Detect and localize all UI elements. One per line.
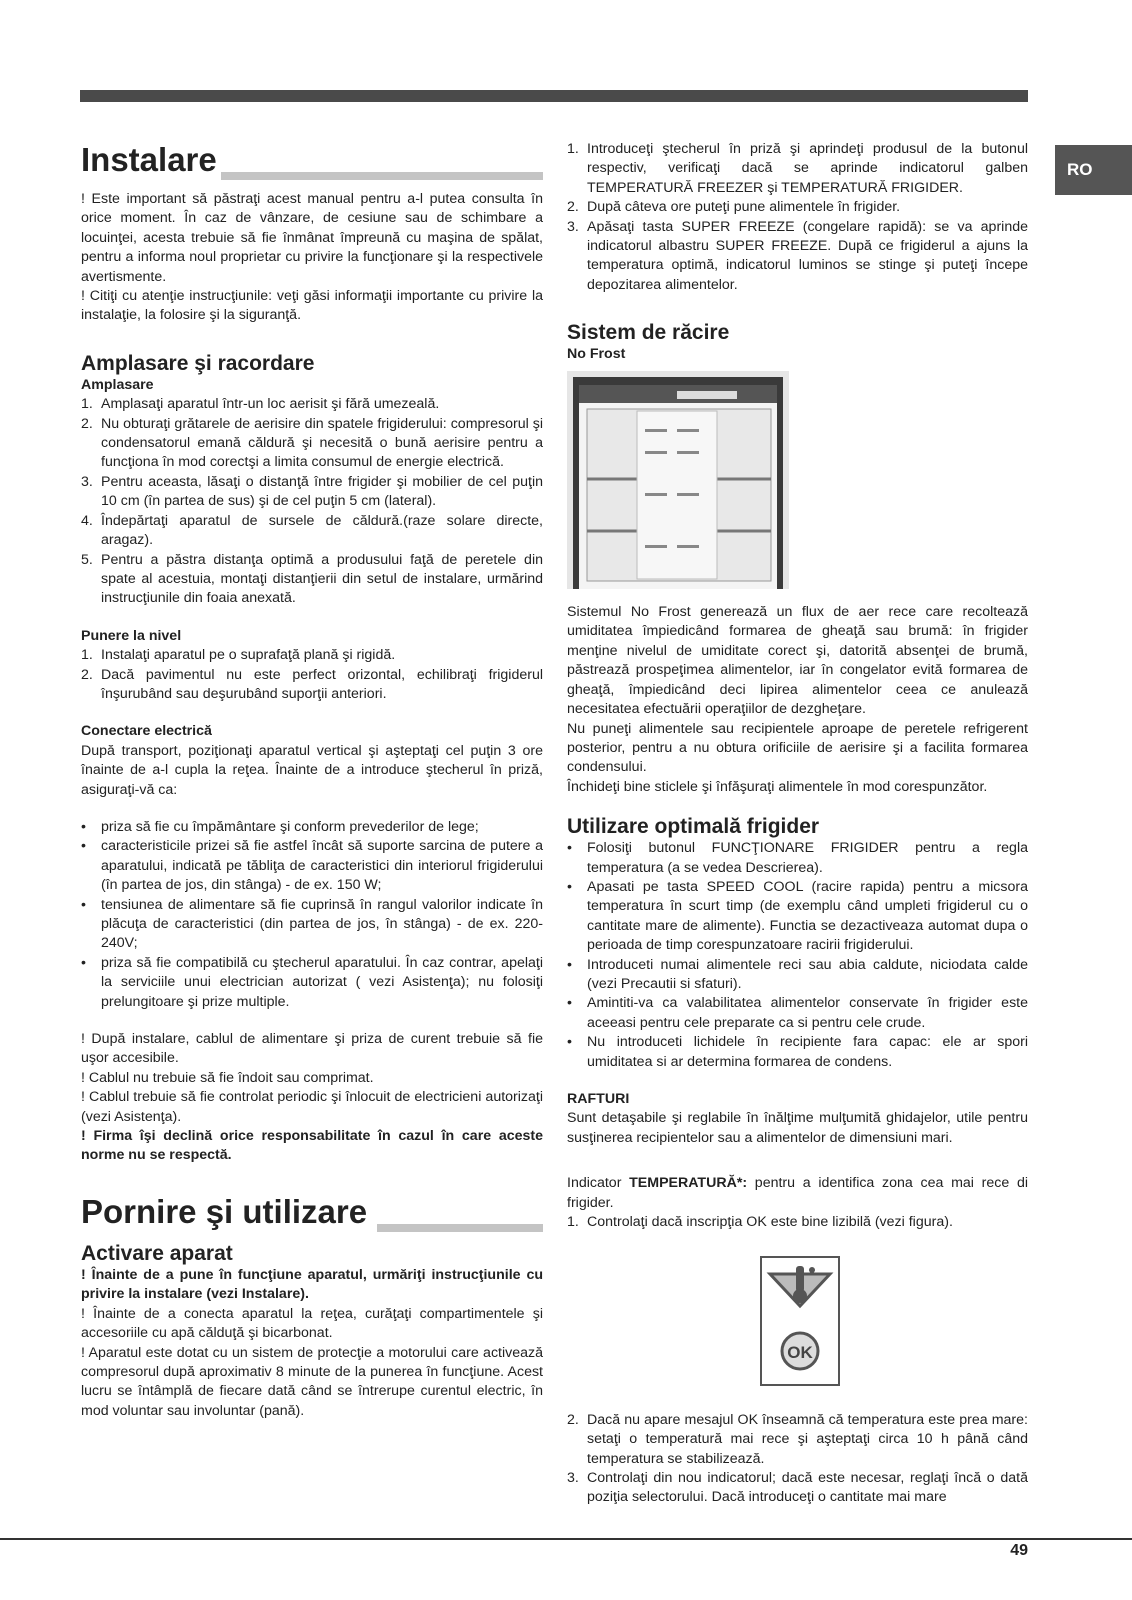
indicator-steps-list xyxy=(567,1411,1028,1508)
list-item: • Amintiti-va ca valabilitatea alimentelor conservate în frigider este aceeasi pentru cele preparate ca si pentru cele crude. xyxy=(567,995,1028,1031)
cooling-text: Nu puneţi alimentele sau recipientele aproape de peretele refrigerent posterior, pentru a nu obtura orificiile de aerisire şi a facilita formarea condensului. xyxy=(567,720,1028,776)
left-column xyxy=(81,140,543,1421)
leveling-list xyxy=(81,646,543,704)
list-item: • caracteristicile prizei să fie astfel încât să suporte sarcina de putere a aparatului, indicată pe tăbliţa de caracteristici din interiorul frigiderului (în partea de jos, din stânga) - de ex. 150 W; xyxy=(81,838,543,894)
intro-paragraph: ! Citiţi cu atenţie instrucţiunile: veţi găsi informaţii importante cu privire la instalaţie, la folosire şi la siguranţă. xyxy=(81,288,543,324)
optimal-use-list xyxy=(567,839,1028,1072)
list-item: 2. Dacă pavimentul nu este perfect orizontal, echilibraţi frigiderul înşurubând sau deşurubând suporţii anteriori. xyxy=(81,666,543,702)
shelves-heading: RAFTURI xyxy=(567,1091,630,1107)
warning-disclaimer: ! Firma îşi declină orice responsabilitate în cazul în care aceste norme nu se respectă. xyxy=(81,1128,543,1164)
section-title-installation: Instalare xyxy=(81,141,217,178)
electrical-paragraph: După transport, poziţionaţi aparatul vertical şi aşteptaţi cel puţin 3 ore înainte de a-l cupla la reţea. Înainte de a introduce ştecherul în priză, asiguraţi-vă ca: xyxy=(81,742,543,798)
leveling-heading: Punere la nivel xyxy=(81,627,182,644)
list-item: 1. Instalaţi aparatul pe o suprafaţă plană şi rigidă. xyxy=(81,647,396,664)
top-bar xyxy=(80,90,1028,102)
placement-list xyxy=(81,395,543,608)
optimal-use-heading: Utilizare optimală frigider xyxy=(567,815,820,839)
cooling-text: Sistemul No Frost generează un flux de aer rece care recoltează umiditatea împiedicând formarea de gheaţă sau brumă: în frigider menţine nivelul de umiditate corect şi, datorită absenţei de brumă, păstrează prospeţimea alimentelor, iar în congelator evită formarea de gheaţă, împiedicând deci lipirea alimentelor ceea ce anulează necesitatea efectuării operaţiilor de dezgheţare. xyxy=(567,604,1028,718)
list-item: • priza să fie cu împământare şi conform prevederilor de lege; xyxy=(81,818,479,835)
placement-subheading: Amplasare xyxy=(81,376,154,393)
list-item: • Folosiţi butonul FUNCŢIONARE FRIGIDER pentru a regla temperatura (a se vedea Descrierea). xyxy=(567,840,1028,876)
fridge-interior-illustration xyxy=(567,371,789,589)
warning-text: ! Cablul trebuie să fie controlat periodic şi înlocuit de electricieni autorizaţi (vezi Asistenţa). xyxy=(81,1089,543,1125)
cooling-subheading: No Frost xyxy=(567,346,626,363)
list-item: 4. Îndepărtaţi aparatul de sursele de căldură.(raze solare directe, aragaz). xyxy=(81,512,543,549)
electrical-heading: Conectare electrică xyxy=(81,723,212,740)
intro-paragraph: ! Este important să păstraţi acest manual pentru a-l putea consulta în orice moment. În caz de vânzare, de cesiune sau de schimbare a locuinţei, acesta trebuie să fie înmânat împreună cu maşina de spălat, pentru a informa noul proprietar cu privire la funcţionare şi la respectivele avertismente. xyxy=(81,191,543,285)
list-item: • tensiunea de alimentare să fie cuprinsă în rangul valorilor indicate în plăcuţa de caracteristici (din partea de jos, în stânga) - de ex. 220-240V; xyxy=(81,896,543,952)
list-item: 2. Nu obturaţi grătarele de aerisire din spatele frigiderului: compresorul şi condensatorul emană căldură şi necesită o bună aerisire pentru a funcţiona în mod corectşi a limita consumul de energie electrică. xyxy=(81,415,543,471)
section-title-startup: Pornire şi utilizare xyxy=(81,1192,368,1230)
list-item: 3. Apăsaţi tasta SUPER FREEZE (congelare rapidă): se va aprinde indicatorul albastru SUPER FREEZE. După ce frigiderul a ajuns la temperatura optimă, indicatorul luminos se stinge şi puteţi începe depozitarea alimentelor. xyxy=(567,218,1028,293)
indicator-text: Indicator TEMPERATURĂ*: pentru a identifica zona cea mai rece di frigider. xyxy=(567,1175,1028,1211)
footer-rule xyxy=(0,1538,1132,1540)
activation-heading: Activare aparat xyxy=(81,1241,233,1265)
startup-list xyxy=(567,140,1028,295)
warning-text: ! Cablul nu trebuie să fie îndoit sau comprimat. xyxy=(81,1069,374,1086)
ok-label: OK xyxy=(787,1343,813,1363)
right-column xyxy=(567,140,1028,1508)
electrical-list xyxy=(81,818,543,1012)
activation-text: ! Înainte de a conecta aparatul la reţea, curăţaţi compartimentele şi accesoriile cu apă călduţă şi bicarbonat. xyxy=(81,1305,543,1342)
ok-indicator-illustration xyxy=(760,1256,840,1386)
list-item: 3. Controlaţi din nou indicatorul; dacă este necesar, reglaţi încă o dată poziţia selectorului. Dacă introduceţi o cantitate mai mare xyxy=(567,1470,1028,1506)
list-item: 2. Dacă nu apare mesajul OK înseamnă că temperatura este prea mare: setaţi o temperatură mai rece şi aşteptaţi circa 10 h până când temperatura se stabilizează. xyxy=(567,1411,1028,1467)
cooling-text: Închideţi bine sticlele şi înfăşuraţi alimentele în mod corespunzător. xyxy=(567,778,988,795)
list-item: • Introduceti numai alimentele reci sau abia caldute, niciodata calde (vezi Precautii si sfaturi). xyxy=(567,956,1028,992)
activation-warning: ! Înainte de a pune în funcţiune aparatul, urmăriţi instrucţiunile cu privire la instalare (vezi Instalare). xyxy=(81,1266,543,1303)
list-item: • Apasati pe tasta SPEED COOL (racire rapida) pentru a micsora temperatura în scurt timp (de exemplu când umpleti frigiderul cu o cantitate mare de alimente). Functia se dezactiveaza automat dupa o perioada de timp corespunzatoare racirii frigiderului. xyxy=(567,878,1028,954)
list-item: • priza să fie compatibilă cu ştecherul aparatului. În caz contrar, apelaţi la serviciile unui electrician autorizat ( vezi Asistenţa); nu folosiţi prelungitoare şi prize multiple. xyxy=(81,954,543,1010)
language-tab: RO xyxy=(1055,145,1132,195)
cooling-heading: Sistem de răcire xyxy=(567,321,730,345)
activation-text: ! Aparatul este dotat cu un sistem de protecţie a motorului care activează compresorul după aproximativ 8 minute de la punerea în funcţiune. Acest lucru se întâmplă de fiecare dată când se întrerupe curentul electric, în mod voluntar sau involuntar (pană). xyxy=(81,1344,543,1419)
list-item: 5. Pentru a păstra distanţa optimă a produsului faţă de peretele din spate al acestuia, montaţi distanţierii din setul de instalare, urmărind instrucţiunile din foaia anexată. xyxy=(81,551,543,607)
list-item: 1. Controlaţi dacă inscripţia OK este bine lizibilă (vezi figura). xyxy=(567,1214,953,1231)
list-item: 1. Amplasaţi aparatul într-un loc aerisit şi fără umezeală. xyxy=(81,396,440,413)
indicator-list xyxy=(567,1213,1028,1232)
page-number: 49 xyxy=(1010,1542,1028,1559)
list-item: 3. Pentru aceasta, lăsaţi o distanţă între frigider şi mobilier de cel puţin 10 cm (în partea de sus) şi de cel puţin 5 cm (lateral). xyxy=(81,473,543,510)
warning-text: ! După instalare, cablul de alimentare şi priza de curent trebuie să fie uşor accesibile. xyxy=(81,1031,543,1067)
list-item: 1. Introduceţi ştecherul în priză şi aprindeţi produsul de la butonul respectiv, verificaţi dacă se aprinde indicatorul galben TEMPERATURĂ FREEZER şi TEMPERATURĂ FRIGIDER. xyxy=(567,141,1028,196)
list-item: 2. După câteva ore puteţi pune alimentele în frigider. xyxy=(567,199,901,216)
placement-heading: Amplasare şi racordare xyxy=(81,351,315,375)
shelves-text: Sunt detaşabile şi reglabile în înălţime mulţumită ghidajelor, utile pentru susţinerea recipientelor sau a alimentelor de dimensiuni mari. xyxy=(567,1110,1028,1146)
list-item: • Nu introduceti lichidele în recipiente fara capac: ele ar spori umiditatea si ar determina formarea de condens. xyxy=(567,1034,1028,1070)
